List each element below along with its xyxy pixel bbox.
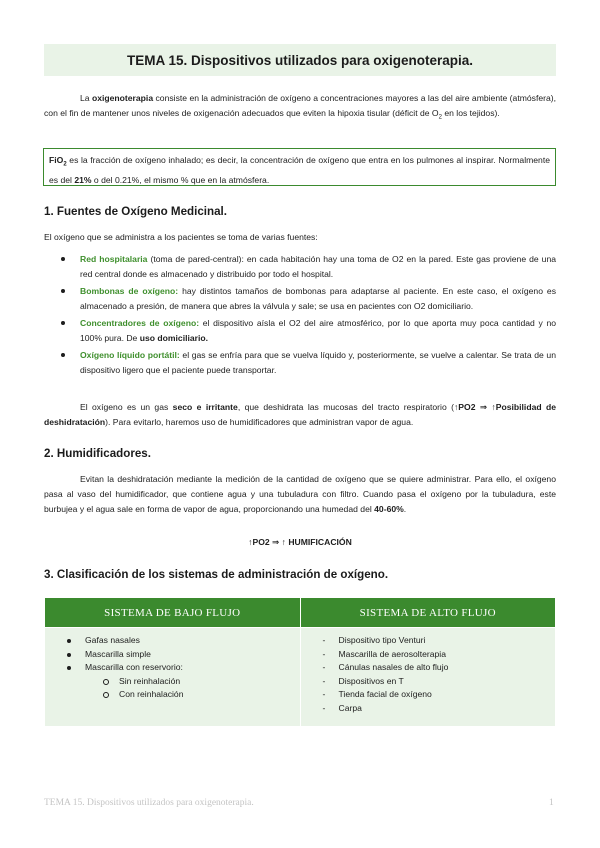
device-name: Gafas nasales: [85, 635, 140, 645]
list-item: [45, 675, 300, 689]
circle-bullet-icon: [103, 679, 109, 685]
source-term: Bombonas de oxígeno:: [80, 286, 179, 296]
device-name: Cánulas nasales de alto flujo: [338, 662, 449, 672]
bullet-icon: [61, 289, 65, 293]
device-name: Mascarilla de aerosolterapia: [338, 648, 446, 659]
dash-bullet-icon: -: [322, 689, 326, 699]
humidifier-text-1: Evitan la deshidratación mediante la medición de la cantidad de oxígeno que se quiere administrar. Para ello, el oxígeno pasa al vaso del humidificador, que contiene agua y una tubuladura con filtro. Cuando pasa el oxígeno por la tubuladura, este burbujea y el agua sale en forma de vapor de agua, proporcionando una humedad del: [44, 474, 556, 514]
list-item: [301, 702, 556, 716]
fio2-text-1: es la fracción de oxígeno inhalado; es decir, la concentración de oxígeno que entra en los pulmones al inspirar. Normalmente es del: [49, 155, 550, 185]
device-name: Dispositivos en T: [338, 675, 404, 686]
intro-text-2: consiste en la administración de oxígeno a concentraciones mayores a las del aire ambiente (atmósfera), con el fin de mantener unos niveles de oxigenación adecuados que eviten la hipoxia tisular (déficit de O: [44, 93, 556, 118]
low-flow-header: SISTEMA DE BAJO FLUJO: [45, 598, 301, 628]
high-flow-list: [301, 634, 556, 715]
humidifier-text-2: .: [403, 504, 407, 514]
device-name: Mascarilla simple: [85, 648, 151, 659]
section-2-heading: 2. Humidificadores.: [44, 447, 151, 460]
high-flow-header: SISTEMA DE ALTO FLUJO: [300, 598, 556, 628]
device-name: Tienda facial de oxígeno: [338, 689, 432, 699]
source-term: Concentradores de oxígeno:: [80, 318, 200, 328]
list-item: [45, 661, 300, 675]
oxygen-sources-list: [44, 252, 556, 380]
source-text: el dispositivo aísla el O2 del aire atmosférico, por lo que aporta muy poca cantidad y no 100% pura. De: [80, 318, 557, 343]
fio2-percent: 21%: [74, 174, 92, 185]
low-flow-cell: [45, 628, 301, 727]
bullet-icon: [67, 666, 71, 670]
closing-text-1: El oxígeno es un gas: [80, 402, 173, 412]
device-name: Dispositivo tipo Venturi: [338, 635, 426, 645]
page-title-text: TEMA 15. Dispositivos utilizados para oxigenoterapia.: [126, 52, 474, 68]
section-2-paragraph: [44, 472, 556, 517]
low-flow-list: [45, 634, 300, 702]
list-item: [45, 634, 300, 648]
closing-text-3: ). Para evitarlo, haremos uso de humidificadores que administran vapor de agua.: [105, 417, 414, 427]
source-bold: uso domiciliario.: [139, 333, 209, 343]
source-text: (toma de pared-central): en cada habitación hay una toma de O2 en la pared. Este gas proviene de una red central donde es almacenado y distribuido por todo el hospital.: [80, 254, 557, 279]
fio2-label: FiO: [49, 155, 64, 165]
intro-paragraph: [44, 91, 556, 126]
intro-term: oxigenoterapia: [91, 93, 154, 103]
closing-bold-1: seco e irritante: [172, 402, 238, 412]
intro-subscript: 2: [438, 114, 442, 121]
oxygen-systems-table: [44, 597, 556, 727]
section-3-heading: 3. Clasificación de los sistemas de administración de oxígeno.: [44, 568, 389, 581]
intro-text-3: en los tejidos).: [441, 108, 500, 118]
intro-text-1: La: [80, 93, 92, 103]
list-item: [44, 284, 556, 314]
bullet-icon: [67, 653, 71, 657]
device-name: Con reinhalación: [119, 689, 184, 699]
closing-bold-2: ↑PO2 ⇒ ↑Posibilidad de deshidratación: [44, 402, 557, 427]
bullet-icon: [61, 321, 65, 325]
list-item: [44, 252, 556, 282]
page-footer: TEMA 15. Dispositivos utilizados para oxigenoterapia.: [44, 798, 254, 808]
device-name: Sin reinhalación: [119, 675, 181, 686]
list-item: [44, 348, 556, 378]
source-term: Oxígeno líquido portátil:: [80, 350, 180, 360]
closing-text-2: , que deshidrata las mucosas del tracto respiratorio (: [237, 402, 454, 412]
source-text: hay distintos tamaños de bombonas para adaptarse al paciente. En este caso, el oxígeno es almacenado a presión, de manera que abres la válvula y sale; se usa en pacientes con O2 domiciliario.: [80, 286, 557, 311]
list-item: [301, 634, 556, 648]
dash-bullet-icon: -: [322, 675, 326, 686]
device-name: Carpa: [338, 702, 362, 713]
dash-bullet-icon: -: [322, 635, 326, 645]
humidification-formula: ↑PO2 ⇒ ↑ HUMIFICACIÓN: [248, 537, 352, 547]
device-name: Mascarilla con reservorio:: [85, 662, 183, 672]
list-item: [44, 316, 556, 346]
high-flow-cell: [300, 628, 556, 727]
dash-bullet-icon: -: [322, 702, 326, 713]
section-1-heading: 1. Fuentes de Oxígeno Medicinal.: [44, 205, 227, 218]
list-item: [45, 648, 300, 662]
fio2-label-subscript: 2: [63, 161, 67, 168]
source-text: el gas se enfría para que se vuelva líquido y, posteriormente, se vuelve a calentar. Se trata de un dispositivo ligero que el paciente puede transportar.: [80, 350, 556, 375]
bullet-icon: [61, 353, 65, 357]
section-1-intro: El oxígeno que se administra a los pacientes se toma de varias fuentes:: [44, 232, 318, 242]
circle-bullet-icon: [103, 692, 109, 698]
humidity-range: 40-60%: [374, 504, 404, 514]
fio2-definition-box: [43, 148, 556, 186]
list-item: [45, 688, 300, 702]
list-item: [301, 688, 556, 702]
bullet-icon: [67, 639, 71, 643]
source-term: Red hospitalaria: [80, 254, 148, 264]
fio2-text-2: o del 0.21%, el mismo % que en la atmósfera.: [91, 174, 270, 185]
dash-bullet-icon: -: [322, 648, 326, 659]
list-item: [301, 648, 556, 662]
dash-bullet-icon: -: [322, 662, 326, 672]
list-item: [301, 661, 556, 675]
page-title: [44, 44, 556, 76]
section-1-closing: [44, 400, 556, 430]
list-item: [301, 675, 556, 689]
bullet-icon: [61, 257, 65, 261]
page-number: 1: [549, 798, 554, 808]
